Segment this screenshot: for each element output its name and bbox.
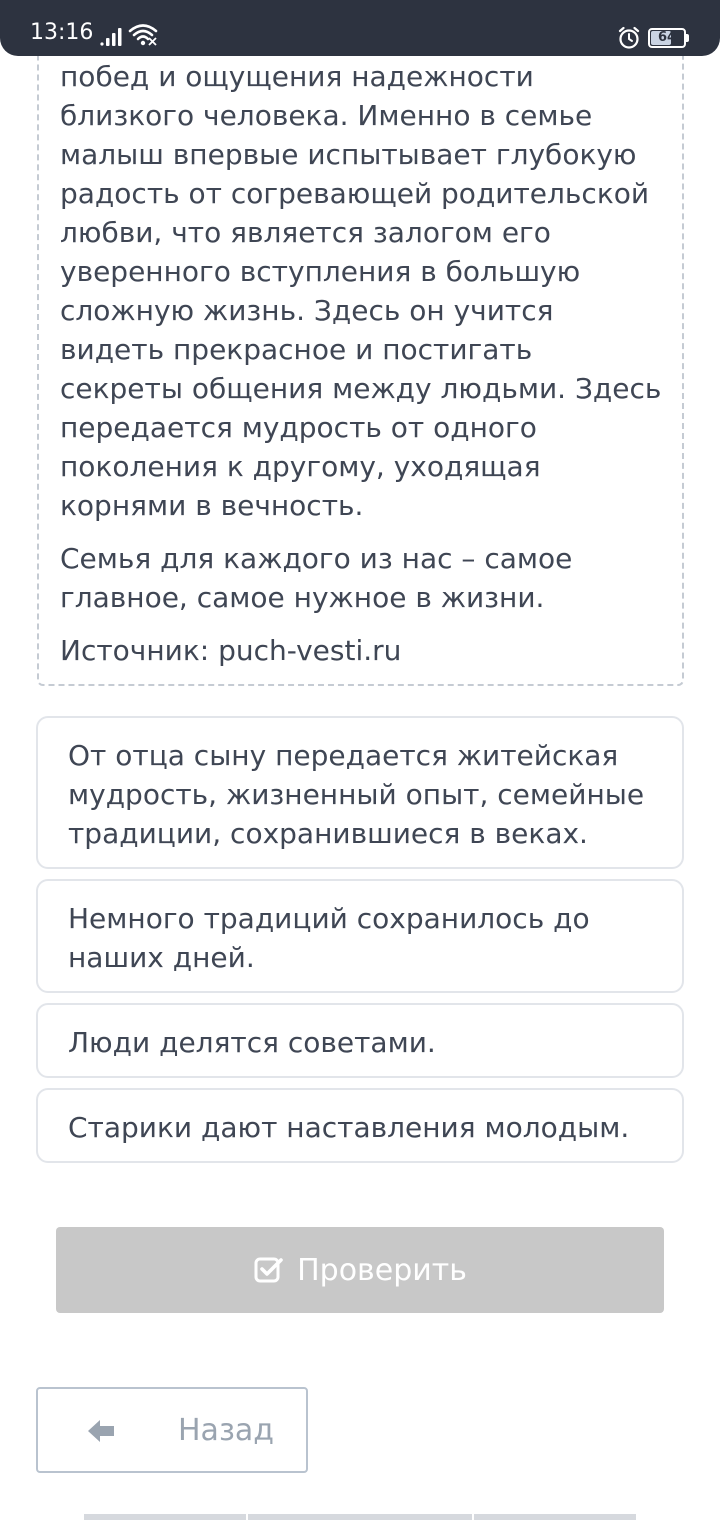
back-button[interactable] <box>36 1387 308 1473</box>
status-bar <box>0 0 720 56</box>
alarm-icon <box>617 26 641 50</box>
signal-icon <box>100 26 126 46</box>
checkbox-check-icon <box>253 1254 285 1286</box>
check-button-label: Проверить <box>297 1252 467 1288</box>
answer-option-3[interactable]: Люди делятся советами. <box>36 1003 684 1078</box>
battery-level-text: 64 <box>657 30 677 45</box>
reading-text-panel <box>37 20 684 686</box>
back-button-label: Назад <box>178 1413 275 1448</box>
answer-option-4[interactable]: Старики дают наставления молодым. <box>36 1088 684 1163</box>
arrow-left-icon <box>86 1416 116 1446</box>
wifi-icon <box>128 22 158 48</box>
pager-divider <box>246 1514 248 1520</box>
answer-option-1[interactable]: От отца сыну передается житейская мудрость, жизненный опыт, семейные традиции, сохранившиеся в веках. <box>36 716 684 869</box>
answer-option-2[interactable]: Немного традиций сохранилось до наших дней. <box>36 879 684 993</box>
bottom-pager-strip <box>84 1514 636 1520</box>
pager-divider <box>472 1514 474 1520</box>
answer-options <box>36 716 684 1173</box>
battery-indicator <box>648 28 686 48</box>
battery-tip <box>686 34 689 42</box>
status-time: 13:16 <box>30 20 94 45</box>
article-source: Источник: puch-vesti.ru <box>60 634 402 667</box>
article-paragraph: побед и ощущения надежности близкого человека. Именно в семье малыш впервые испытывает глубокую радость от согревающей родительской любви, что является залогом его уверенного вступления в большую сложную жизнь. Здесь он учится видеть прекрасное и постигать секреты общения между людьми. Здесь передается мудрость от одного поколения к другому, уходящая корнями в вечность. <box>60 60 662 522</box>
article-paragraph: Семья для каждого из нас – самое главное, самое нужное в жизни. <box>60 542 573 614</box>
check-button[interactable] <box>56 1227 664 1313</box>
